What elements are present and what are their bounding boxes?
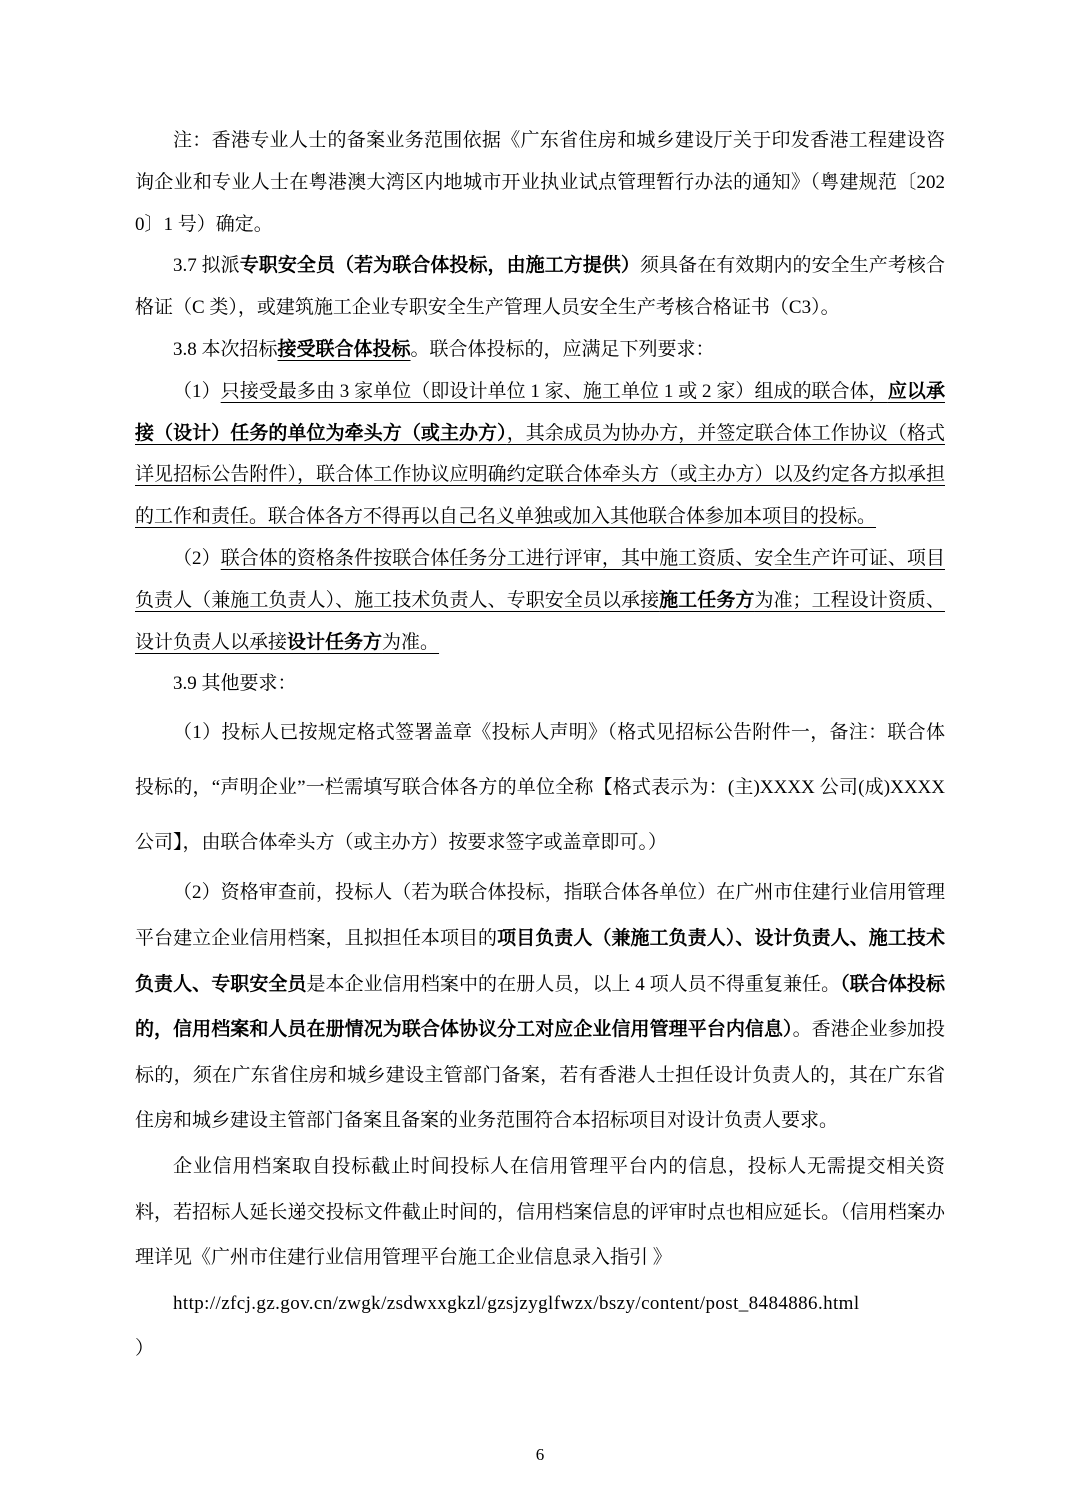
- clause-3-7: [135, 245, 945, 329]
- clause-3-8-item-1: [135, 371, 945, 538]
- text-segment-bold-underline: 接受联合体投标: [277, 338, 411, 360]
- closing-paren: [135, 1326, 945, 1372]
- text-segment-underline: 为准；工程设计资质、设计负责人以承接: [135, 589, 945, 653]
- text-segment-bold: 项目负责人（兼施工负责人）、设计负责人、施工技术负责人、专职安全员: [135, 928, 945, 995]
- text-segment-underline: 联合体的资格条件按联合体任务分工进行评审，其中施工资质、安全生产许可证、项目负责人（兼施工负责人）、施工技术负责人、专职安全员以承接: [135, 547, 945, 611]
- url-line: [135, 1281, 945, 1327]
- text-segment: 。香港企业参加投标的，须在广东省住房和城乡建设主管部门备案，若有香港人士担任设计负责人的，其在广东省住房和城乡建设主管部门备案且备案的业务范围符合本招标项目对设计负责人要求。: [135, 1019, 945, 1132]
- url-text: http://zfcj.gz.gov.cn/zwgk/zsdwxxgkzl/gzsjzyglfwzx/bszy/content/post_8484886.html: [173, 1292, 860, 1314]
- text-segment: 企业信用档案取自投标截止时间投标人在信用管理平台内的信息，投标人无需提交相关资料，若招标人延长递交投标文件截止时间的，信用档案信息的评审时点也相应延长。（信用档案办理详见《广州市住建行业信用管理平台施工企业信息录入指引 》: [135, 1156, 945, 1269]
- text-segment: 。联合体投标的，应满足下列要求：: [410, 338, 715, 360]
- text-segment: 须具备在有效期内的安全生产考核合格证（C 类），或建筑施工企业专职安全生产管理人员安全生产考核合格证书（C3）。: [135, 255, 945, 319]
- text-segment: ）: [135, 1338, 155, 1360]
- text-segment-bold: 专职安全员（若为联合体投标，由施工方提供）: [239, 255, 641, 277]
- text-segment: （1）: [173, 380, 221, 402]
- credit-archive-note: [135, 1144, 945, 1281]
- text-segment: （1）投标人已按规定格式签署盖章《投标人声明》（格式见招标公告附件一，备注：联合体投标的，“声明企业”一栏需填写联合体各方的单位全称【格式表示为：(主)XXXX 公司(成)XXXX 公司】，由联合体牵头方（或主办方）按要求签字或盖章即可。）: [135, 722, 945, 854]
- clause-3-8: [135, 329, 945, 371]
- text-segment: 是本企业信用档案中的在册人员，以上 4 项人员不得重复兼任。: [306, 973, 841, 995]
- page-number: 6: [535, 1445, 545, 1464]
- text-segment-underline: ，其余成员为协办方，并签定联合体工作协议（格式详见招标公告附件），联合体工作协议应明确约定联合体牵头方（或主办方）以及约定各方拟承担的工作和责任。联合体各方不得再以自己名义单独或加入其他联合体参加本项目的投标。: [135, 422, 945, 528]
- text-segment: （2）: [173, 547, 221, 569]
- text-segment: （2）资格审查前，投标人（若为联合体投标，指联合体各单位）在广州市住建行业信用管理平台建立企业信用档案，且拟担任本项目的: [135, 882, 945, 950]
- text-segment-bold-underline: 应以承接（设计）任务的单位为牵头方（或主办方）: [135, 380, 945, 444]
- clause-3-9: [135, 663, 945, 705]
- clause-3-8-item-2: [135, 538, 945, 663]
- text-segment-bold-underline: 设计任务方: [287, 631, 383, 653]
- clause-3-9-item-1: [135, 705, 945, 870]
- text-segment-underline: 为准。: [382, 631, 440, 653]
- text-segment: 3.7 拟派: [173, 255, 240, 277]
- text-segment: 注：香港专业人士的备案业务范围依据《广东省住房和城乡建设厅关于印发香港工程建设咨询企业和专业人士在粤港澳大湾区内地城市开业执业试点管理暂行办法的通知》（粤建规范〔2020〕1 号）确定。: [135, 130, 945, 235]
- text-segment-underline: 只接受最多由 3 家单位（即设计单位 1 家、施工单位 1 或 2 家）组成的联合体，: [220, 380, 888, 402]
- text-segment: 3.9 其他要求：: [173, 673, 297, 695]
- text-segment: 3.8 本次招标: [173, 338, 278, 360]
- paragraph-note: [135, 120, 945, 245]
- text-segment-bold-underline: 施工任务方: [659, 589, 755, 611]
- clause-3-9-item-2: [135, 870, 945, 1144]
- text-segment-bold: （联合体投标的，信用档案和人员在册情况为联合体协议分工对应企业信用管理平台内信息）: [135, 973, 945, 1041]
